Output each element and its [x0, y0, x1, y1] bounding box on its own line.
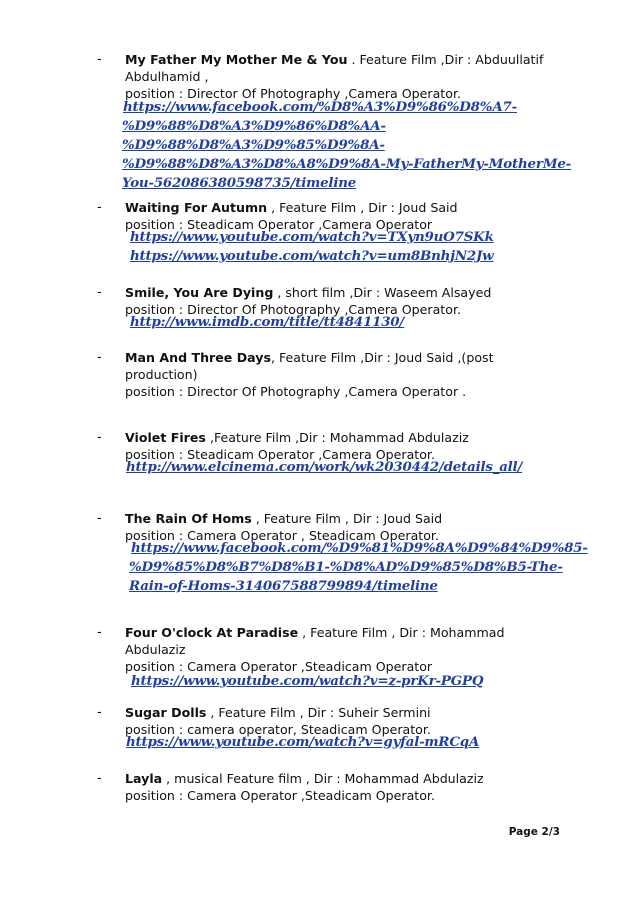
film-title: My Father My Mother Me & You [125, 52, 348, 67]
film-title: Man And Three Days [125, 350, 271, 365]
entry-detail-line: production) [125, 367, 198, 382]
film-title: The Rain Of Homs [125, 511, 252, 526]
entry-heading [125, 199, 458, 216]
film-title: Waiting For Autumn [125, 200, 268, 215]
entry-detail-line: Abdulaziz [125, 642, 186, 657]
film-description: , Feature Film , Dir : Joud Said [251, 511, 443, 526]
film-description: , Feature Film , Dir : Suheir Sermini [206, 705, 431, 720]
reference-link[interactable]: https://www.youtube.com/watch?v=um8BnhjN2Jw [130, 248, 494, 264]
entry-detail-line: Abdulhamid , [125, 69, 209, 84]
entry-detail-line: position : Camera Operator ,Steadicam Operator. [125, 788, 435, 803]
entry-detail-line: position : Steadicam Operator ,Camera Operator [125, 217, 433, 232]
film-description: . Feature Film ,Dir : Abduullatif [347, 52, 544, 67]
entry-detail-line: position : Director Of Photography ,Camera Operator . [125, 384, 467, 399]
film-description: , Feature Film , Dir : Joud Said [267, 200, 458, 215]
entry-detail-line: position : Camera Operator ,Steadicam Operator [125, 659, 433, 674]
entry-heading [125, 51, 543, 68]
reference-link[interactable]: %D9%88%D8%A3%D9%85%D9%8A- [122, 137, 385, 153]
entry-heading [125, 510, 442, 527]
reference-link[interactable]: https://www.youtube.com/watch?v=z-prKr-PGPQ [131, 673, 484, 689]
entry-heading [125, 704, 431, 721]
reference-link[interactable]: %D9%88%D8%A3%D8%A8%D9%8A-My-FatherMy-MotherMe- [122, 156, 572, 172]
reference-link[interactable]: https://www.youtube.com/watch?v=TXyn9uO7SKk [130, 229, 494, 245]
list-dash: - [97, 285, 102, 300]
film-description: , musical Feature film , Dir : Mohammad Abdulaziz [162, 771, 484, 786]
entry-heading [125, 770, 484, 787]
list-dash: - [97, 200, 102, 215]
page-number: Page 2/3 [508, 826, 560, 838]
film-title: Sugar Dolls [125, 705, 207, 720]
entry-detail-line: position : Director Of Photography ,Camera Operator. [125, 302, 461, 317]
reference-link[interactable]: http://www.elcinema.com/work/wk2030442/details_all/ [126, 459, 523, 475]
entry-heading [125, 349, 494, 366]
entry-heading [125, 429, 469, 446]
film-description: ,Feature Film ,Dir : Mohammad Abdulaziz [205, 430, 469, 445]
film-description: , Feature Film ,Dir : Joud Said ,(post [271, 350, 494, 365]
reference-link[interactable]: Rain-of-Homs-314067588799894/timeline [129, 578, 438, 594]
film-title: Layla [125, 771, 163, 786]
reference-link[interactable]: https://www.facebook.com/%D8%A3%D9%86%D8%A7- [123, 99, 517, 115]
reference-link[interactable]: http://www.imdb.com/title/tt4841130/ [130, 314, 405, 330]
entry-detail-line: position : Steadicam Operator ,Camera Operator. [125, 447, 435, 462]
film-description: , Feature Film , Dir : Mohammad [298, 625, 505, 640]
entry-heading [125, 284, 491, 301]
list-dash: - [97, 771, 102, 786]
entry-detail-line: position : Camera Operator , Steadicam Operator. [125, 528, 439, 543]
film-title: Four O'clock At Paradise [125, 625, 299, 640]
list-dash: - [97, 511, 102, 526]
entry-detail-line: position : Director Of Photography ,Camera Operator. [125, 86, 461, 101]
reference-link[interactable]: You-562086380598735/timeline [122, 175, 357, 191]
list-dash: - [97, 625, 102, 640]
list-dash: - [97, 430, 102, 445]
list-dash: - [97, 52, 102, 67]
entry-detail-line: position : camera operator, Steadicam Operator. [125, 722, 431, 737]
reference-link[interactable]: https://www.youtube.com/watch?v=gyfal-mRCqA [126, 734, 480, 750]
list-dash: - [97, 705, 102, 720]
list-dash: - [97, 350, 102, 365]
reference-link[interactable]: https://www.facebook.com/%D9%81%D9%8A%D9%84%D9%85- [131, 540, 588, 556]
reference-link[interactable]: %D9%88%D8%A3%D9%86%D8%AA- [122, 118, 386, 134]
film-title: Violet Fires [125, 430, 206, 445]
film-title: Smile, You Are Dying [125, 285, 274, 300]
film-description: , short film ,Dir : Waseem Alsayed [273, 285, 492, 300]
entry-heading [125, 624, 505, 641]
reference-link[interactable]: %D9%85%D8%B7%D8%B1-%D8%AD%D9%85%D8%B5-The- [129, 559, 563, 575]
